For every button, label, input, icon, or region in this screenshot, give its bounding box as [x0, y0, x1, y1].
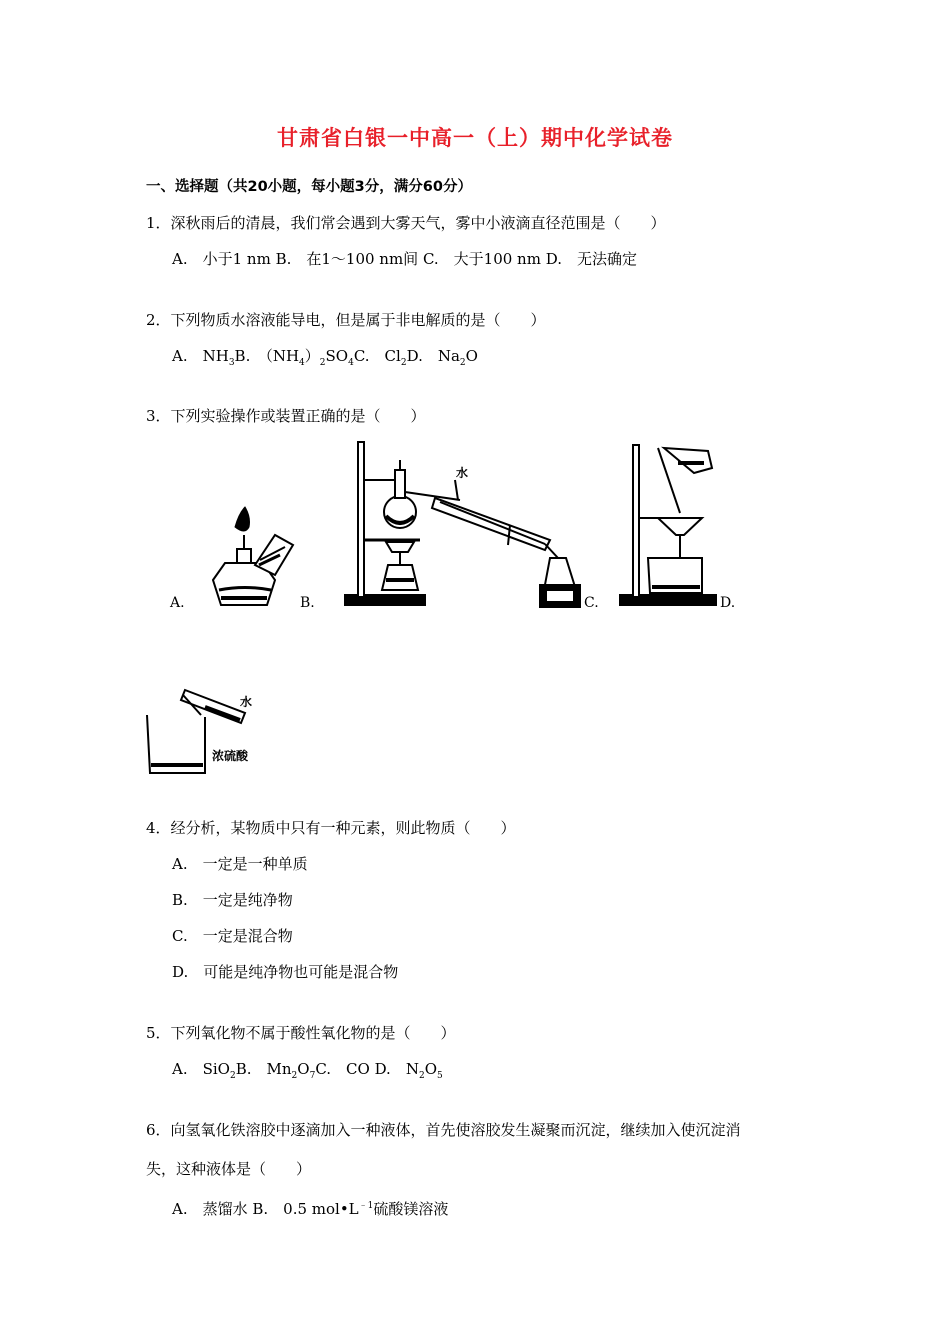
- question-1-options: A. 小于1 nm B. 在1～100 nm间 C. 大于100 nm D. 无法确定: [172, 250, 637, 268]
- question-5-stem: 5．下列氧化物不属于酸性氧化物的是（ ）: [146, 1024, 456, 1042]
- figure-b-water-label: 水: [456, 466, 469, 480]
- figure-d-acid-label: 浓硫酸: [212, 749, 249, 763]
- figure-a-alcohol-lamp: [205, 505, 300, 610]
- question-5-options: A. SiO$_2$B. $Mn_2O_7C$. CO D. $N_2O_5$: [172, 1060, 443, 1081]
- question-2-stem: 2．下列物质水溶液能导电，但是属于非电解质的是（ ）: [146, 311, 546, 329]
- option-b-label: B.: [300, 595, 315, 611]
- question-4-option-a: A. 一定是一种单质: [172, 855, 308, 873]
- question-1-stem: 1．深秋雨后的清晨，我们常会遇到大雾天气，雾中小液滴直径范围是（ ）: [146, 214, 666, 232]
- figure-d-water-label: 水: [240, 695, 253, 709]
- question-3-stem: 3．下列实验操作或装置正确的是（ ）: [146, 407, 426, 425]
- question-6-stem-line2: 失，这种液体是（ ）: [146, 1160, 312, 1178]
- question-2-options: A. $NH_3B$. $(NH_4)_2SO_4C$. $Cl_2D$. $Na_2O$: [172, 347, 478, 368]
- question-6-stem-line1: 6．向氢氧化铁溶胶中逐滴加入一种液体，首先使溶胶发生凝聚而沉淀，继续加入使沉淀消: [146, 1121, 741, 1139]
- figure-c-filtration: [618, 443, 718, 608]
- option-c-label: C.: [584, 595, 599, 611]
- question-4-option-b: B. 一定是纯净物: [172, 891, 293, 909]
- section-heading: 一、选择题（共20小题，每小题3分，满分60分）: [146, 179, 472, 195]
- question-6-options: A. 蒸馏水 B. 0.5 $mol•L^{﹣1}$硫酸镁溶液: [172, 1200, 449, 1218]
- question-4-option-d: D. 可能是纯净物也可能是混合物: [172, 963, 399, 981]
- page-title: 甘肃省白银一中高一（上）期中化学试卷: [277, 126, 673, 150]
- option-d-label: D.: [720, 595, 736, 611]
- option-a-label: A.: [170, 595, 185, 611]
- question-4-option-c: C. 一定是混合物: [172, 927, 293, 945]
- question-4-stem: 4．经分析，某物质中只有一种元素，则此物质（ ）: [146, 819, 516, 837]
